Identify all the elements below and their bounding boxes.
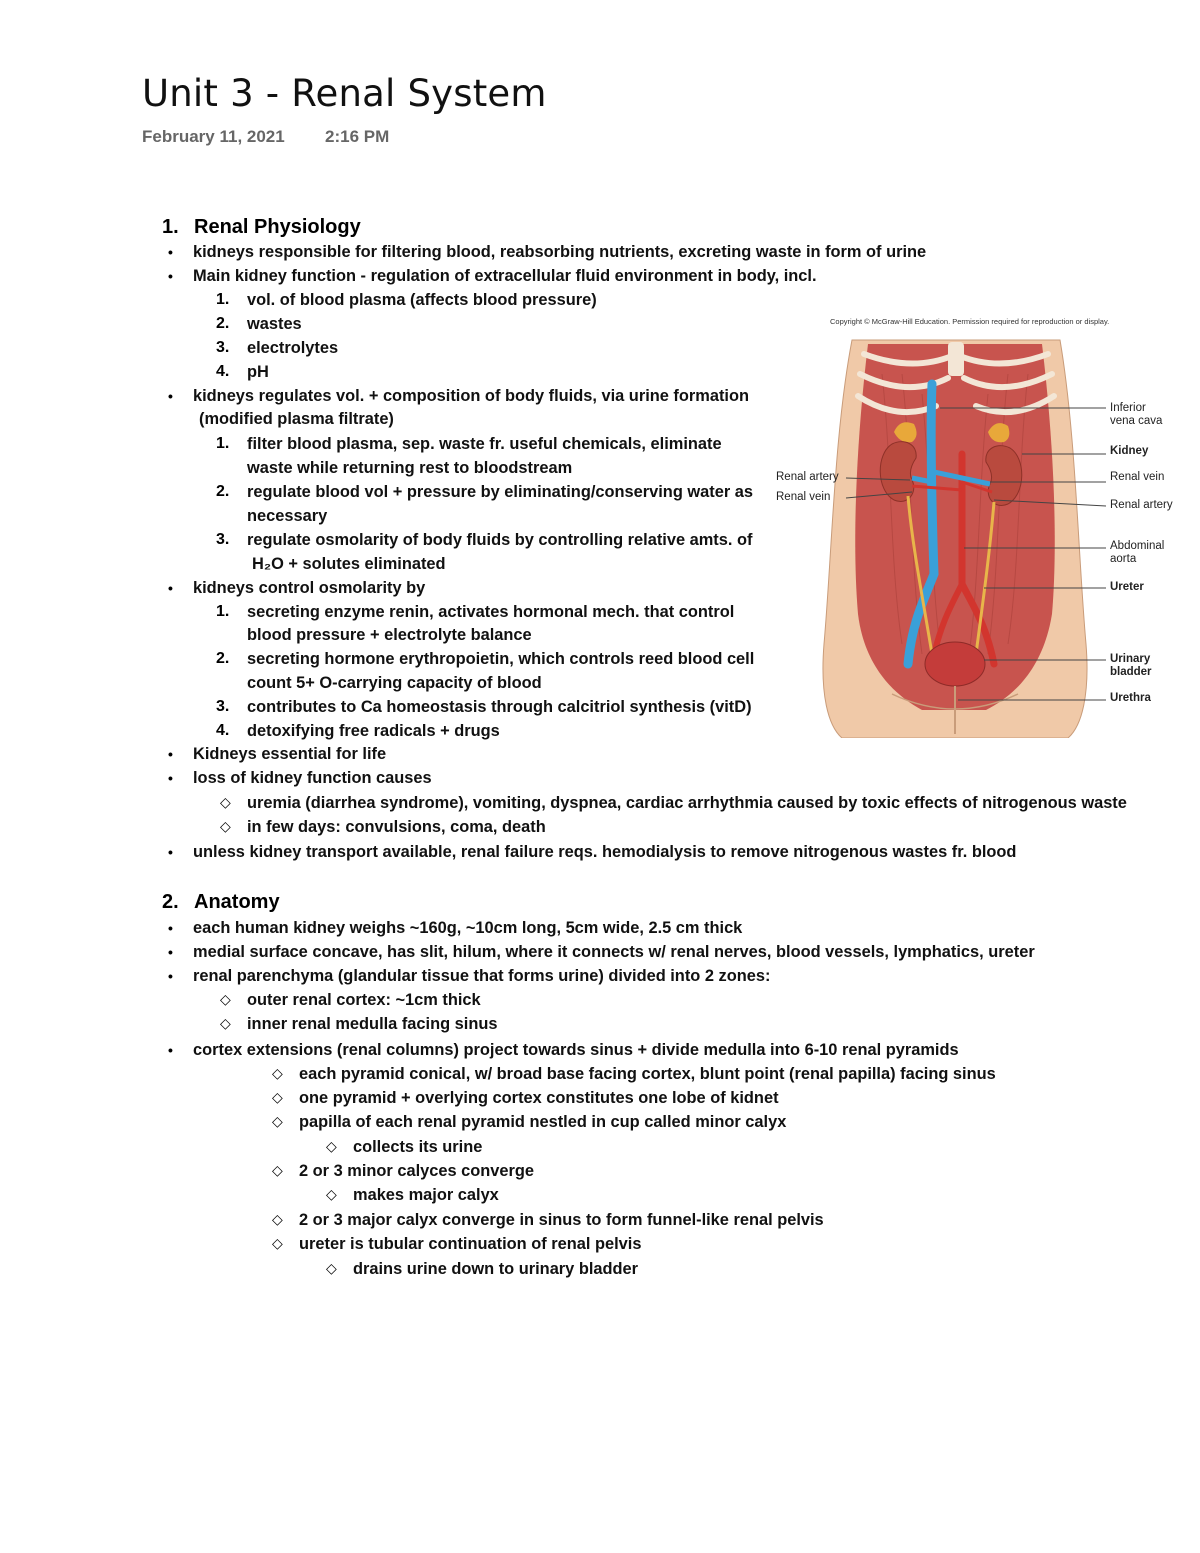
list-item: secreting hormone erythropoietin, which controls reed blood cell (247, 650, 755, 668)
number-marker: 1. (216, 435, 230, 452)
bullet-marker: • (168, 746, 173, 762)
list-item-continuation: H₂O + solutes eliminated (252, 555, 446, 573)
number-marker: 2. (216, 483, 230, 500)
sub-bullet-marker: ◇ (220, 1015, 231, 1031)
sub-bullet-marker: ◇ (326, 1186, 337, 1202)
number-marker: 4. (216, 363, 230, 380)
list-item: wastes (247, 315, 302, 333)
label-abdominal-aorta: Abdominal aorta (1110, 540, 1165, 566)
list-item: pH (247, 363, 269, 381)
number-marker: 3. (216, 339, 230, 356)
number-marker: 4. (216, 722, 230, 739)
bullet-marker: • (168, 268, 173, 284)
number-marker: 1. (216, 603, 230, 620)
bullet-marker: • (168, 920, 173, 936)
section-heading-renal-physiology (162, 216, 361, 239)
page-title: Unit 3 - Renal System (142, 72, 547, 115)
section-title: Renal Physiology (194, 216, 361, 238)
list-item: cortex extensions (renal columns) project towards sinus + divide medulla into 6-10 renal pyramids (193, 1041, 959, 1059)
label-urinary-bladder: Urinary bladder (1110, 653, 1152, 679)
list-item: Kidneys essential for life (193, 745, 387, 763)
urinary-system-figure (772, 314, 1190, 738)
sub-bullet-marker: ◇ (326, 1260, 337, 1276)
list-item: kidneys control osmolarity by (193, 579, 426, 597)
list-item: vol. of blood plasma (affects blood pressure) (247, 291, 597, 309)
section-number: 1. (162, 216, 179, 238)
list-item: drains urine down to urinary bladder (353, 1260, 639, 1278)
list-item: each human kidney weighs ~160g, ~10cm long, 5cm wide, 2.5 cm thick (193, 919, 743, 937)
list-item-continuation: blood pressure + electrolyte balance (247, 626, 532, 644)
list-item-continuation: count 5+ O-carrying capacity of blood (247, 674, 542, 692)
number-marker: 1. (216, 291, 230, 308)
label-inferior-vena-cava: Inferior vena cava (1110, 402, 1163, 428)
list-item-continuation: waste while returning rest to bloodstream (247, 459, 573, 477)
list-item: secreting enzyme renin, activates hormonal mech. that control (247, 603, 735, 621)
list-item: regulate blood vol + pressure by eliminating/conserving water as (247, 483, 753, 501)
sub-bullet-marker: ◇ (272, 1235, 283, 1251)
list-item: kidneys regulates vol. + composition of body fluids, via urine formation (193, 387, 750, 405)
note-date: February 11, 2021 (142, 127, 285, 146)
number-marker: 3. (216, 698, 230, 715)
section-heading-anatomy (162, 891, 280, 914)
sub-bullet-marker: ◇ (272, 1113, 283, 1129)
label-renal-artery-right: Renal artery (1110, 499, 1173, 511)
list-item: filter blood plasma, sep. waste fr. useful chemicals, eliminate (247, 435, 722, 453)
list-item: contributes to Ca homeostasis through calcitriol synthesis (vitD) (247, 698, 752, 716)
list-item: ureter is tubular continuation of renal pelvis (299, 1235, 642, 1253)
list-item: papilla of each renal pyramid nestled in cup called minor calyx (299, 1113, 787, 1131)
bullet-marker: • (168, 244, 173, 260)
note-time: 2:16 PM (325, 127, 390, 146)
list-item: kidneys responsible for filtering blood, reabsorbing nutrients, excreting waste in form of urine (193, 243, 927, 261)
section-title: Anatomy (194, 891, 280, 913)
number-marker: 2. (216, 315, 230, 332)
label-renal-vein-left: Renal vein (776, 491, 831, 503)
label-ureter: Ureter (1110, 581, 1144, 593)
list-item: detoxifying free radicals + drugs (247, 722, 500, 740)
list-item: medial surface concave, has slit, hilum, where it connects w/ renal nerves, blood vessels, lymphatics, ureter (193, 943, 1035, 961)
list-item: unless kidney transport available, renal failure reqs. hemodialysis to remove nitrogenous wastes fr. blood (193, 843, 1017, 861)
list-item: one pyramid + overlying cortex constitutes one lobe of kidnet (299, 1089, 779, 1107)
urinary-bladder (925, 642, 985, 686)
list-item: 2 or 3 major calyx converge in sinus to form funnel-like renal pelvis (299, 1211, 824, 1229)
list-item: outer renal cortex: ~1cm thick (247, 991, 481, 1009)
bullet-marker: • (168, 1042, 173, 1058)
section-number: 2. (162, 891, 179, 913)
sub-bullet-marker: ◇ (220, 991, 231, 1007)
sub-bullet-marker: ◇ (220, 818, 231, 834)
list-item: collects its urine (353, 1138, 483, 1156)
list-item: each pyramid conical, w/ broad base facing cortex, blunt point (renal papilla) facing sinus (299, 1065, 996, 1083)
sub-bullet-marker: ◇ (326, 1138, 337, 1154)
list-item-continuation: necessary (247, 507, 328, 525)
bullet-marker: • (168, 388, 173, 404)
sub-bullet-marker: ◇ (272, 1162, 283, 1178)
list-item: inner renal medulla facing sinus (247, 1015, 498, 1033)
list-item: in few days: convulsions, coma, death (247, 818, 546, 836)
label-kidney: Kidney (1110, 445, 1149, 457)
sub-bullet-marker: ◇ (272, 1211, 283, 1227)
label-renal-vein-right: Renal vein (1110, 471, 1165, 483)
kidney-right (986, 446, 1022, 506)
sub-bullet-marker: ◇ (220, 794, 231, 810)
list-item: uremia (diarrhea syndrome), vomiting, dyspnea, cardiac arrhythmia caused by toxic effects of nitrogenous waste (247, 794, 1127, 812)
list-item: 2 or 3 minor calyces converge (299, 1162, 535, 1180)
list-item: loss of kidney function causes (193, 769, 432, 787)
list-item-continuation: (modified plasma filtrate) (199, 410, 394, 428)
figure-copyright: Copyright © McGraw-Hill Education. Permission required for reproduction or display. (830, 317, 1110, 326)
list-item: electrolytes (247, 339, 339, 357)
number-marker: 3. (216, 531, 230, 548)
bullet-marker: • (168, 844, 173, 860)
bullet-marker: • (168, 968, 173, 984)
label-renal-artery-left: Renal artery (776, 471, 839, 483)
list-item: renal parenchyma (glandular tissue that forms urine) divided into 2 zones: (193, 967, 771, 985)
sub-bullet-marker: ◇ (272, 1089, 283, 1105)
sternum (948, 342, 964, 376)
bullet-marker: • (168, 580, 173, 596)
bullet-marker: • (168, 770, 173, 786)
list-item: makes major calyx (353, 1186, 499, 1204)
list-item: regulate osmolarity of body fluids by controlling relative amts. of (247, 531, 753, 549)
label-urethra: Urethra (1110, 692, 1151, 704)
sub-bullet-marker: ◇ (272, 1065, 283, 1081)
number-marker: 2. (216, 650, 230, 667)
list-item: Main kidney function - regulation of extracellular fluid environment in body, incl. (193, 267, 817, 285)
bullet-marker: • (168, 944, 173, 960)
